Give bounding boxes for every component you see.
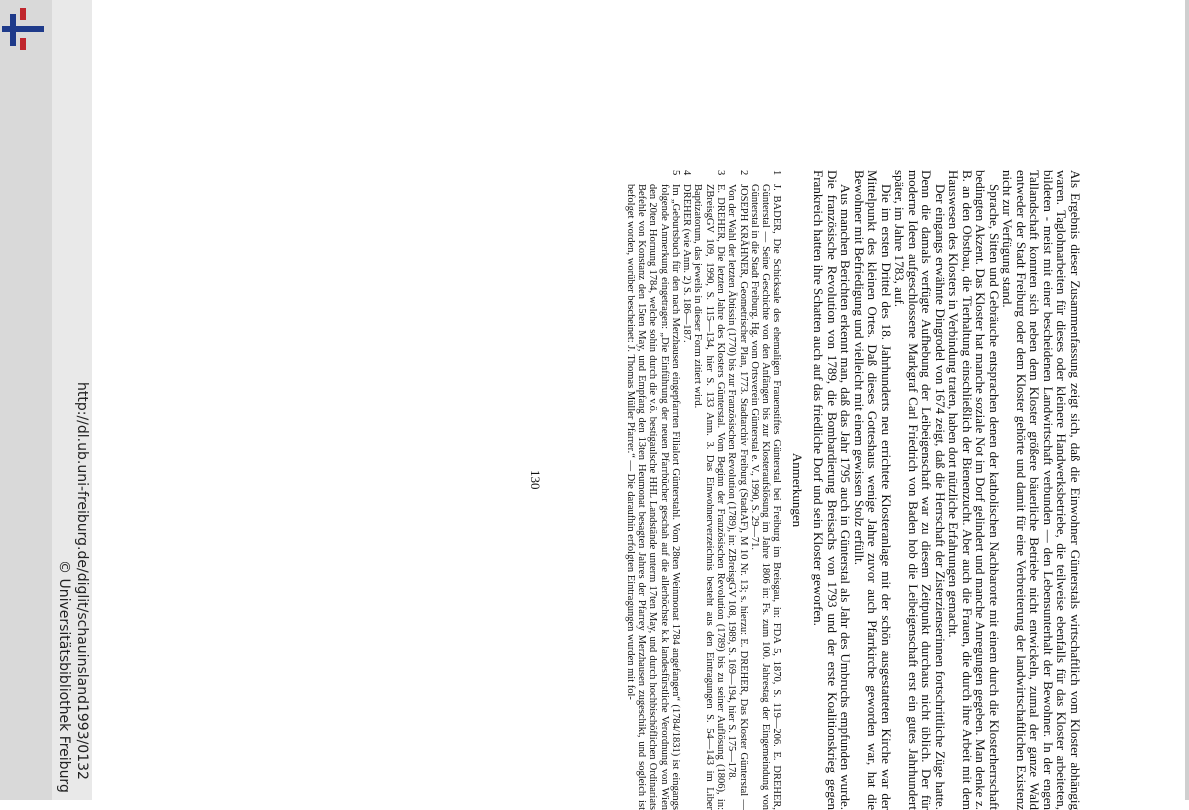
- notes-heading: Anmerkungen: [790, 452, 805, 528]
- footnote-number: 3: [715, 170, 727, 176]
- footnote-text: Im „Geburtsbuch für den nach Merzhausen eingepfarrten Filialort Günterstahl. Vom 28ten Weinmonat 1784 angefangen“ (1784/1831) ist eingangs folgende Anmerkung eingetragen: „Die Einführung der neuen Pfarrbücher geschah auf die allerhöchste k.k landesfürstliche Verordnung von Wien den 20ten Hornung 1784, welche sohin durch die v.ö. bestigaulsche HHL Landstände unterm 17ten May, und durch hochbischöflichen Ordinariats Befehle von Konstanz den 15ten May, und Empfang den 13ten Heumonat besagten Jahres der Pfarrey Merzhausen zugeschikt, und sogleich ist befolget worden, worüber bescheinet: J. Thomas Müller Pfarrer.“ — Die daraufhin erfolgten Eintragungen wurden mit fol-: [624, 184, 681, 810]
- footnote-number: 2: [737, 170, 749, 176]
- footnote-text: J. BADER, Die Schicksale des ehemaligen Frauenstiftes Günterstal bei Freiburg im Breisgau, in: FDA 5, 1870, S. 119—206. E. DREHER, Günterstal — Seine Geschichte von den Anfängen bis zur Klosteraufslösung im Jahre 1806 in: Fs. zum 100. Jahrestag der Eingemeindung von Günterstal in die Stadt Freiburg. Hg. vom Ortsverein Günterstal e. V., 1990, S. 29—71.: [748, 184, 783, 810]
- library-logo-icon: [2, 8, 44, 52]
- page-content: [522, 170, 1082, 810]
- footnote: [624, 170, 680, 810]
- footnote-number: 5: [669, 170, 681, 176]
- paragraph: Aus manchen Berichten erkennt man, daß das Jahr 1795 auch in Günterstal als Jahr des Umbruchs empfunden wurde. Die französische Revolution von 1789, die Bombardierung Breisachs von 1793 und der erste Koalitionskrieg gegen Frankreich hatten ihre Schatten auch auf das friedliche Dorf und sein Kloster geworfen.: [811, 170, 854, 810]
- footnote-text: DREHER (wie Anm. 2) S. 186—187.: [681, 184, 693, 343]
- page-number: 130: [528, 470, 543, 490]
- document-page: [92, 0, 1185, 810]
- copyright-notice: © Universitätsbibliothek Freiburg: [56, 560, 72, 793]
- footnote-number: 1: [771, 170, 783, 176]
- watermark-strip: [52, 0, 92, 800]
- footnote-number: 4: [681, 170, 693, 176]
- source-url[interactable]: http://dl.ub.uni-freiburg.de/diglit/schauinsland1993/0132: [74, 382, 90, 780]
- scrollbar[interactable]: [1185, 0, 1189, 800]
- paragraph: Sprache, Sitten und Gebräuche entsprachen denen der katholischen Nachbarorte mit einem durch die Klosterherrschaft bedingten Akzent. Das Kloster hat manche soziale Not im Dorf gelindert und manche Anregungen gegeben. Man denke z. B. an den Obstbau, die Tierhaltung einschließlich der Bienenzucht. Aber auch die Frauen, die durch ihre Arbeit mit dem Hauswesen des Klosters in Verbindung traten, haben dort nützliche Erfahrungen gemacht.: [946, 170, 1002, 810]
- footnote: [692, 170, 726, 810]
- footnote-text: JOSEPH KRÄHNER, Geometrischer Plan, 1773. Stadtarchiv Freiburg (StadtAF), M 10 Nr. 13; s. hierzu: E. DREHER, Das Kloster Günterstal — Von der Wahl der letzten Äbtissin (1770) bis zur Französischen Revolution (1789), in: ZBreisgGV 108, 1989, S. 169—194, hier S. 175—178.: [726, 184, 749, 810]
- footnote-text: E. DREHER, Die letzten Jahre des Klosters Günterstal. Vom Beginn der Französischen Revolution (1789) bis zu seiner Auflösung (1806), in: ZBreisgGV 109, 1990, S. 115—134, hier S. 133 Anm. 3. Das Einwohnerverzeichnis besteht aus den Eintragungen S. 54—143 im Liber Baptizatorum, das jeweils in dieser Form zitiert wird.: [692, 184, 727, 810]
- paragraph: Als Ergebnis dieser Zusammenfassung zeigt sich, daß die Einwohner Günterstals wirtschaftlich vom Kloster abhängig waren. Taglohnarbeiten für dieses oder kleinere Handwerksbetriebe, die teilweise ebenfalls für das Kloster arbeiteten, bildeten - meist mit einer bescheidenen Landwirtschaft verbunden — den Lebensunterhalt der Bewohner. In der engen Tallandschaft konnten sich neben dem Kloster größere bäuerliche Betriebe nicht entwickeln, zumal der ganze Wald entweder der Stadt Freiburg oder dem Kloster gehörte und damit für eine Verbreiterung der landwirtschaftlichen Existenz nicht zur Verfügung stand.: [1000, 170, 1083, 810]
- paragraph: Die im ersten Drittel des 18. Jahrhunderts neu errichtete Klosteranlage mit der schön ausgestatteten Kirche war der Mittelpunkt des kleinen Ortes. Daß dieses Gotteshaus wenige Jahre zuvor auch Pfarrkirche geworden war, hat die Bewohner mit Befriedigung und vielleicht mit einem gewissen Stolz erfüllt.: [852, 170, 894, 810]
- footnote: [749, 170, 783, 810]
- footnote: [681, 170, 692, 810]
- viewer-sidebar: [0, 0, 52, 800]
- footnote: [726, 170, 749, 810]
- paragraph: Der eingangs erwähnte Dingrodel von 1674 zeigt, daß die Herrschaft der Zisterzienserinnen fortschrittliche Züge hatte. Denn die damals verfügte Aufhebung der Leibeigenschaft war zu diesem Zeitpunkt durchaus nicht üblich. Der für moderne Ideen aufgeschlossene Markgraf Carl Friedrich von Baden hob die Leibeigenschaft erst ein gutes Jahrhundert später, im Jahre 1783, auf.: [892, 170, 948, 810]
- footnotes: [624, 170, 782, 810]
